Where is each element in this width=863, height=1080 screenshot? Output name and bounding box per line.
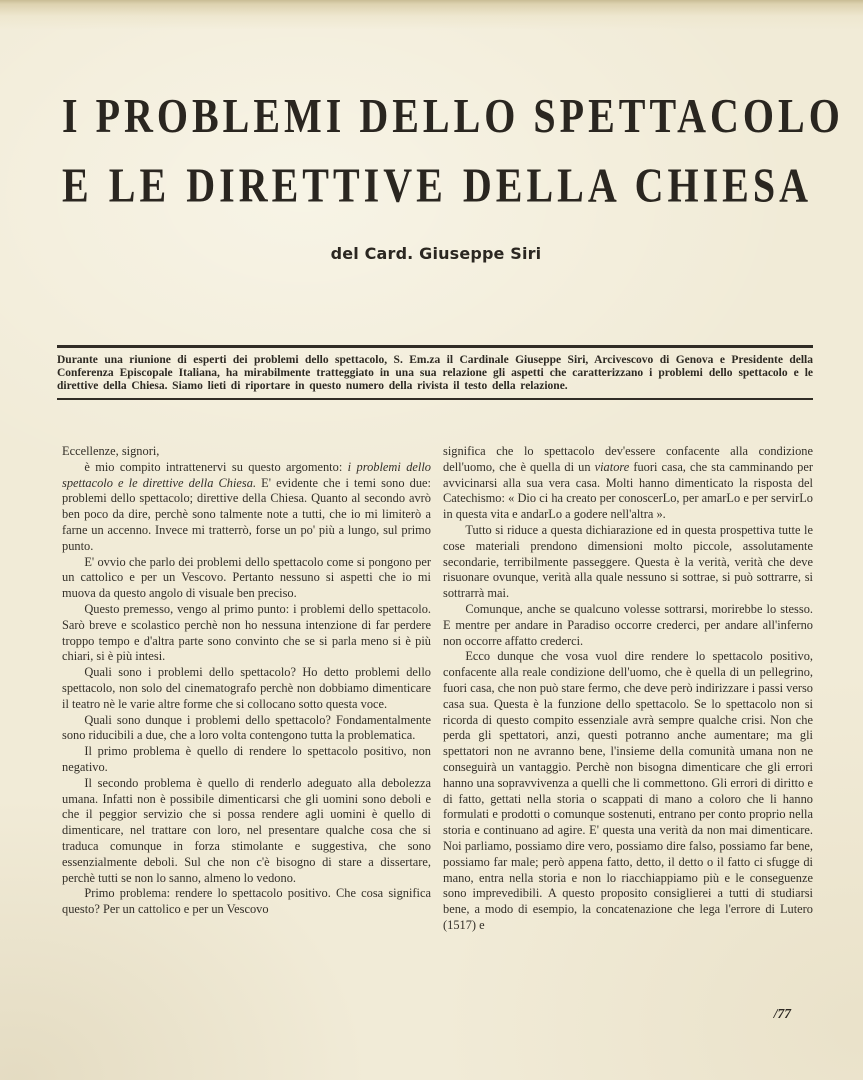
text-segment: fuori casa, che sta camminando per avvicinarsi alla sua vera casa. Molti hanno dimenticato la risposta del Catechismo: « Dio ci ha creato per conoscerLo, per amarLo e per servirLo in questa vita e andarLo a godere nell'altra ». xyxy=(443,459,814,522)
italic-text-segment: viatore xyxy=(594,459,630,474)
text-segment: Quali sono dunque i problemi dello spettacolo? Fondamentalmente sono riducibili a due, che a loro volta contengono tutta la problematica. xyxy=(62,712,431,743)
text-segment: Comunque, anche se qualcuno volesse sottrarsi, morirebbe lo stesso. E mentre per andare in Paradiso occorre crederci, per andare all'inferno non occorre affatto crederci. xyxy=(443,601,813,648)
paragraph xyxy=(62,776,431,887)
paragraph xyxy=(62,665,431,712)
text-segment: Ecco dunque che vosa vuol dire rendere lo spettacolo positivo, confacente alla reale condizione dell'uomo, che è quella di un pellegrino, fuori casa, che non può stare fermo, che deve però indirizzare i passi verso casa sua. Questa è la funzione dello spettacolo. Se lo spettacolo non si ricorda di questo compito essenziale avrà sempre qualche crisi. Non che perda gli spettatori, anzi, questi potranno anche aumentare; ma gli spettatori non ne avranno bene, l'insieme della comunità umana non ne conseguirà un vantaggio. Perchè non bisogna dimenticare che gli errori hanno una sopravvivenza a quelli che li commettono. Gli errori di diritto e di fatto, gettati nella storia o scappati di mano a coloro che li hanno formulati e prodotti o comunque sostenuti, entrano per conto proprio nella storia e continuano ad agire. E' questa una verità da non mai dimenticare. Noi parliamo, possiamo dire vero, possiamo dire falso, possiamo far bene, possiamo far male; però appena fatto, detto, il detto o il fatto ci sfugge di mano, entra nella storia e non lo riacchiappiamo più e le conseguenze sono imprevedibili. A questo proposito consiglierei a tutti di studiarsi bene, a modo di esempio, la concatenazione che lega l'errore di Lutero (1517) e xyxy=(443,649,813,932)
text-segment: Eccellenze, signori, xyxy=(62,444,160,458)
paragraph xyxy=(62,886,431,918)
text-segment: Il primo problema è quello di rendere lo spettacolo positivo, non negativo. xyxy=(62,744,431,774)
article-title-line-1: I PROBLEMI DELLO SPETTACOLO xyxy=(62,88,844,143)
text-segment: Questo premesso, vengo al primo punto: i problemi dello spettacolo. Sarò breve e scolastico perchè non ho nessuna intenzione di far perdere troppo tempo e d'altra parte sono convinto che se si parla meno si è più chiari, si è più intesi. xyxy=(62,601,431,664)
abstract-text: Durante una riunione di esperti dei problemi dello spettacolo, S. Em.za il Cardinale Giuseppe Siri, Arcivescovo di Genova e Presidente della Conferenza Episcopale Italiana, ha mirabilmente tratteggiato in una sua relazione gli aspetti che caratterizzano i problemi dello spettacolo e le direttive della Chiesa. Siamo lieti di riportare in questo numero della rivista il testo della relazione. xyxy=(57,354,813,392)
paragraph xyxy=(62,744,431,776)
paragraph xyxy=(443,444,813,523)
paragraph xyxy=(62,602,431,665)
text-segment: E' ovvio che parlo dei problemi dello spettacolo come si pongono per un cattolico e per un Vescovo. Pertanto nessuno si aspetti che io mi muova da questo angolo di visuale ben preciso. xyxy=(62,554,431,601)
italic-text-segment: i problemi dello spettacolo e le direttive della Chiesa. xyxy=(62,459,431,490)
text-segment: è mio compito intrattenervi su questo argomento: xyxy=(84,459,348,474)
text-segment: Tutto si riduce a questa dichiarazione ed in questa prospettiva tutte le cose materiali prendono dimensioni molto piccole, assolutamente secondarie, terribilmente passeggere. Questa è la verità, verità che deve risuonare ovunque, verità alla quale nessuno si sottrae, si può sottrarre, si sottrarrà mai. xyxy=(443,522,813,601)
paragraph xyxy=(443,523,813,602)
article-title xyxy=(62,88,844,214)
abstract-box xyxy=(57,345,813,400)
paragraph xyxy=(62,555,431,602)
paragraph xyxy=(62,444,431,460)
paragraph xyxy=(62,713,431,745)
column-right xyxy=(443,444,813,934)
paragraph xyxy=(443,649,813,933)
paragraph xyxy=(443,602,813,649)
paragraph xyxy=(62,460,431,555)
text-segment: E' evidente che i temi sono due: problemi dello spettacolo; direttive della Chiesa. Quanto al secondo avrò ben poco da dire, perchè sono talmente note a tutti, che io mi limiterò a farne un accenno. Invece mi tratterrò, forse un po' più a lungo, sul primo punto. xyxy=(62,475,431,553)
text-segment: Il secondo problema è quello di renderlo adeguato alla debolezza umana. Infatti non è possibile dimenticarsi che gli uomini sono deboli e che il peggior servizio che si possa rendere agli uomini è quello di dimenticare, nel trattare con loro, nel presentare qualche cosa che si traduca comunque in forza stimolante e suggestiva, che sono essenzialmente deboli. Sul che non c'è bisogno di stare a dissertare, perchè tutti se non lo sanno, almeno lo vedono. xyxy=(62,775,431,885)
text-segment: Quali sono i problemi dello spettacolo? Ho detto problemi dello spettacolo, non solo del cinematografo perchè non dobbiamo dimenticare il teatro nè le varie altre forme che si collocano sotto questa voce. xyxy=(62,665,431,711)
article-title-line-2: E LE DIRETTIVE DELLA CHIESA xyxy=(62,157,812,213)
text-segment: Primo problema: rendere lo spettacolo positivo. Che cosa significa questo? Per un cattolico e per un Vescovo xyxy=(62,886,431,917)
text-segment: significa che lo spettacolo dev'essere confacente alla condizione dell'uomo, che è quella di un xyxy=(443,444,813,474)
column-left xyxy=(62,444,431,918)
page-number: /77 xyxy=(773,1006,791,1021)
byline: del Card. Giuseppe Siri xyxy=(330,244,542,263)
